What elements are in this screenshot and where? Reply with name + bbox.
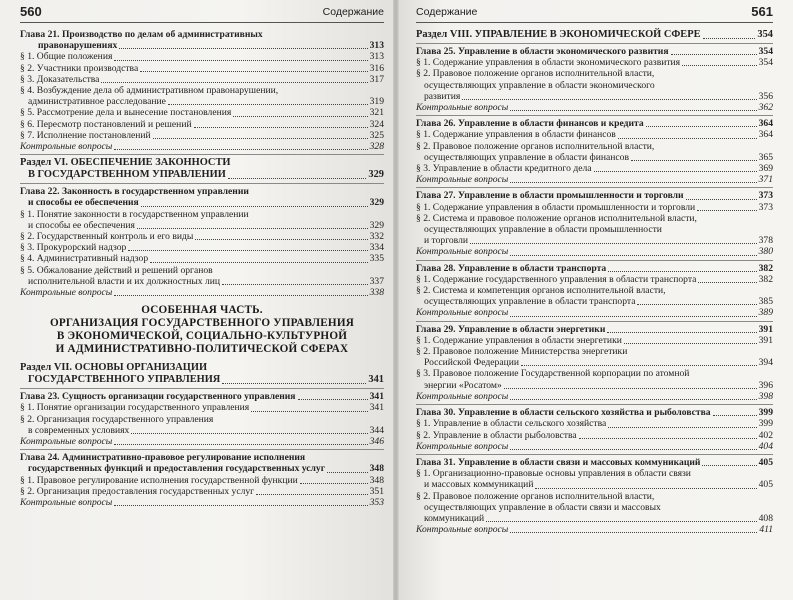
divider	[20, 154, 384, 155]
toc-entry: развития 356	[424, 90, 773, 102]
toc-entry: § 1. Содержание управления в области промышленности и торговли 373	[416, 201, 773, 213]
toc-section-title: Раздел VII. ОСНОВЫ ОРГАНИЗАЦИИ	[20, 362, 208, 374]
toc-review-questions: Контрольные вопросы 371	[416, 174, 773, 186]
toc-entry: § 3. Доказательства 317	[20, 73, 384, 85]
toc-entry: § 7. Исполнение постановлений 325	[20, 129, 384, 141]
toc-entry: Российской Федерации 394	[424, 357, 773, 369]
toc-entry-line: осуществляющих управление в области промышленности	[424, 224, 662, 236]
toc-entry-line: § 2. Организация государственного управления	[20, 413, 214, 425]
toc-entry: § 1. Содержание управления в области экономического развития 354	[416, 57, 773, 69]
toc-entry-line: осуществляющих управление в области связи и массовых	[424, 501, 661, 513]
toc-entry: § 1. Правовое регулирование исполнения государственной функции 348	[20, 474, 384, 486]
divider	[416, 404, 773, 405]
divider	[416, 43, 773, 44]
toc-entry: и массовых коммуникаций 405	[424, 479, 773, 491]
toc-entry: исполнительной власти и их должностных лиц 337	[28, 275, 384, 287]
toc-section-entry: В ГОСУДАРСТВЕННОМ УПРАВЛЕНИИ 329	[28, 169, 384, 181]
toc-entry: § 3. Управление в области кредитного дела 369	[416, 163, 773, 175]
toc-entry: осуществляющих управление в области финансов 365	[424, 151, 773, 163]
toc-entry-line: § 2. Правовое положение Министерства энергетики	[416, 346, 628, 358]
special-part-heading	[20, 304, 384, 356]
toc-entry: осуществляющих управление в области транспорта 385	[424, 296, 773, 308]
toc-entry: § 2. Участники производства 316	[20, 62, 384, 74]
toc-section-entry: Раздел VIII. УПРАВЛЕНИЕ В ЭКОНОМИЧЕСКОЙ СФЕРЕ 354	[416, 29, 773, 40]
toc-entry: § 5. Рассмотрение дела и вынесение постановления 321	[20, 107, 384, 119]
toc-chapter-title: Глава 22. Законность в государственном управлении	[20, 186, 249, 198]
toc-entry-line: § 2. Система и правовое положение органов исполнительной власти,	[416, 212, 697, 224]
toc-chapter-entry: и способы ее обеспечения 329	[28, 197, 384, 209]
divider	[20, 449, 384, 450]
toc-chapter-entry: Глава 30. Управление в области сельского хозяйства и рыболовства 399	[416, 407, 773, 419]
toc-review-questions: Контрольные вопросы 362	[416, 102, 773, 114]
toc-chapter-entry: правонарушениях 313	[38, 40, 384, 52]
divider	[416, 115, 773, 116]
toc-review-questions: Контрольные вопросы 346	[20, 436, 384, 448]
toc-section-title: Раздел VI. ОБЕСПЕЧЕНИЕ ЗАКОННОСТИ	[20, 157, 231, 169]
toc-entry: § 3. Прокурорский надзор 334	[20, 242, 384, 254]
divider	[416, 187, 773, 188]
divider	[416, 454, 773, 455]
running-title: Содержание	[416, 6, 478, 18]
toc-chapter-entry: Глава 31. Управление в области связи и массовых коммуникаций 405	[416, 456, 773, 468]
right-page-header	[416, 0, 773, 23]
toc-entry-line: § 1. Понятие законности в государственном управлении	[20, 208, 249, 220]
toc-entry-line: § 1. Организационно-правовые основы управления в области связи	[416, 468, 691, 480]
toc-entry: энергии «Росатом» 396	[424, 379, 773, 391]
toc-entry-line: § 2. Правовое положение органов исполнительной власти,	[416, 490, 655, 502]
page-number: 560	[20, 4, 42, 19]
toc-entry: § 1. Содержание государственного управления в области транспорта 382	[416, 273, 773, 285]
toc-chapter-entry: Глава 23. Сущность организации государственного управления 341	[20, 391, 384, 403]
toc-entry: § 2. Организация предоставления государственных услуг 351	[20, 485, 384, 497]
special-part-line: В ЭКОНОМИЧЕСКОЙ, СОЦИАЛЬНО-КУЛЬТУРНОЙ	[56, 330, 348, 343]
book-gutter	[393, 0, 399, 600]
toc-review-questions: Контрольные вопросы 411	[416, 524, 773, 536]
toc-chapter-entry: Глава 26. Управление в области финансов и кредита 364	[416, 118, 773, 130]
toc-chapter-entry: государственных функций и предоставления государственных услуг 348	[28, 463, 384, 475]
toc-review-questions: Контрольные вопросы 380	[416, 246, 773, 258]
right-page	[396, 0, 793, 600]
special-part-line: И АДМИНИСТРАТИВНО-ПОЛИТИЧЕСКОЙ СФЕРАХ	[55, 343, 349, 356]
toc-review-questions: Контрольные вопросы 338	[20, 287, 384, 299]
divider	[20, 183, 384, 184]
toc-chapter-entry: Глава 27. Управление в области промышленности и торговли 373	[416, 190, 773, 202]
toc-entry: § 1. Управление в области сельского хозяйства 399	[416, 418, 773, 430]
divider	[416, 321, 773, 322]
toc-entry: коммуникаций 408	[424, 512, 773, 524]
running-title: Содержание	[322, 6, 384, 18]
toc-entry: § 1. Общие положения 313	[20, 51, 384, 63]
toc-chapter-title: Глава 21. Производство по делам об административных	[20, 29, 263, 40]
toc-chapter-title: Глава 24. Административно-правовое регулирование исполнения	[20, 452, 306, 464]
toc-chapter-entry: Глава 28. Управление в области транспорта 382	[416, 262, 773, 274]
toc-entry: административное расследование 319	[28, 96, 384, 108]
divider	[416, 260, 773, 261]
toc-entry: § 1. Содержание управления в области финансов 364	[416, 129, 773, 141]
toc-entry: § 6. Пересмотр постановлений и решений 324	[20, 118, 384, 130]
toc-entry-line: § 2. Правовое положение органов исполнительной власти,	[416, 140, 655, 152]
left-page	[0, 0, 396, 600]
special-part-line: ОСОБЕННАЯ ЧАСТЬ.	[141, 304, 263, 317]
special-part-line: ОРГАНИЗАЦИЯ ГОСУДАРСТВЕННОГО УПРАВЛЕНИЯ	[49, 317, 355, 330]
page-number: 561	[751, 4, 773, 19]
left-page-header	[20, 0, 384, 23]
toc-entry: § 1. Содержание управления в области энергетики 391	[416, 334, 773, 346]
toc-entry: § 2. Управление в области рыболовства 402	[416, 429, 773, 441]
toc-chapter-entry: Глава 25. Управление в области экономического развития 354	[416, 46, 773, 57]
toc-review-questions: Контрольные вопросы 353	[20, 497, 384, 509]
toc-entry-line: § 2. Система и компетенция органов исполнительной власти,	[416, 285, 666, 297]
toc-entry: и торговли 378	[424, 235, 773, 247]
toc-entry-line: § 5. Обжалование действий и решений органов	[20, 264, 213, 276]
divider	[20, 388, 384, 389]
toc-entry-line: § 4. Возбуждение дела об административном правонарушении,	[20, 85, 279, 97]
toc-chapter-entry: Глава 29. Управление в области энергетики 391	[416, 323, 773, 335]
toc-section-entry: ГОСУДАРСТВЕННОГО УПРАВЛЕНИЯ 341	[28, 374, 384, 386]
toc-entry: в современных условиях 344	[28, 424, 384, 436]
toc-review-questions: Контрольные вопросы 389	[416, 307, 773, 319]
toc-review-questions: Контрольные вопросы 398	[416, 390, 773, 402]
toc-entry: § 2. Государственный контроль и его виды 332	[20, 231, 384, 243]
toc-entry-line: § 2. Правовое положение органов исполнительной власти,	[416, 68, 655, 80]
toc-entry-line: осуществляющих управление в области экономического	[424, 79, 655, 91]
toc-review-questions: Контрольные вопросы 328	[20, 141, 384, 153]
toc-entry: и способы ее обеспечения 329	[28, 219, 384, 231]
toc-review-questions: Контрольные вопросы 404	[416, 440, 773, 452]
toc-entry-line: § 3. Правовое положение Государственной корпорации по атомной	[416, 368, 690, 380]
toc-entry: § 4. Административный надзор 335	[20, 253, 384, 265]
toc-entry: § 1. Понятие организации государственного управления 341	[20, 402, 384, 414]
